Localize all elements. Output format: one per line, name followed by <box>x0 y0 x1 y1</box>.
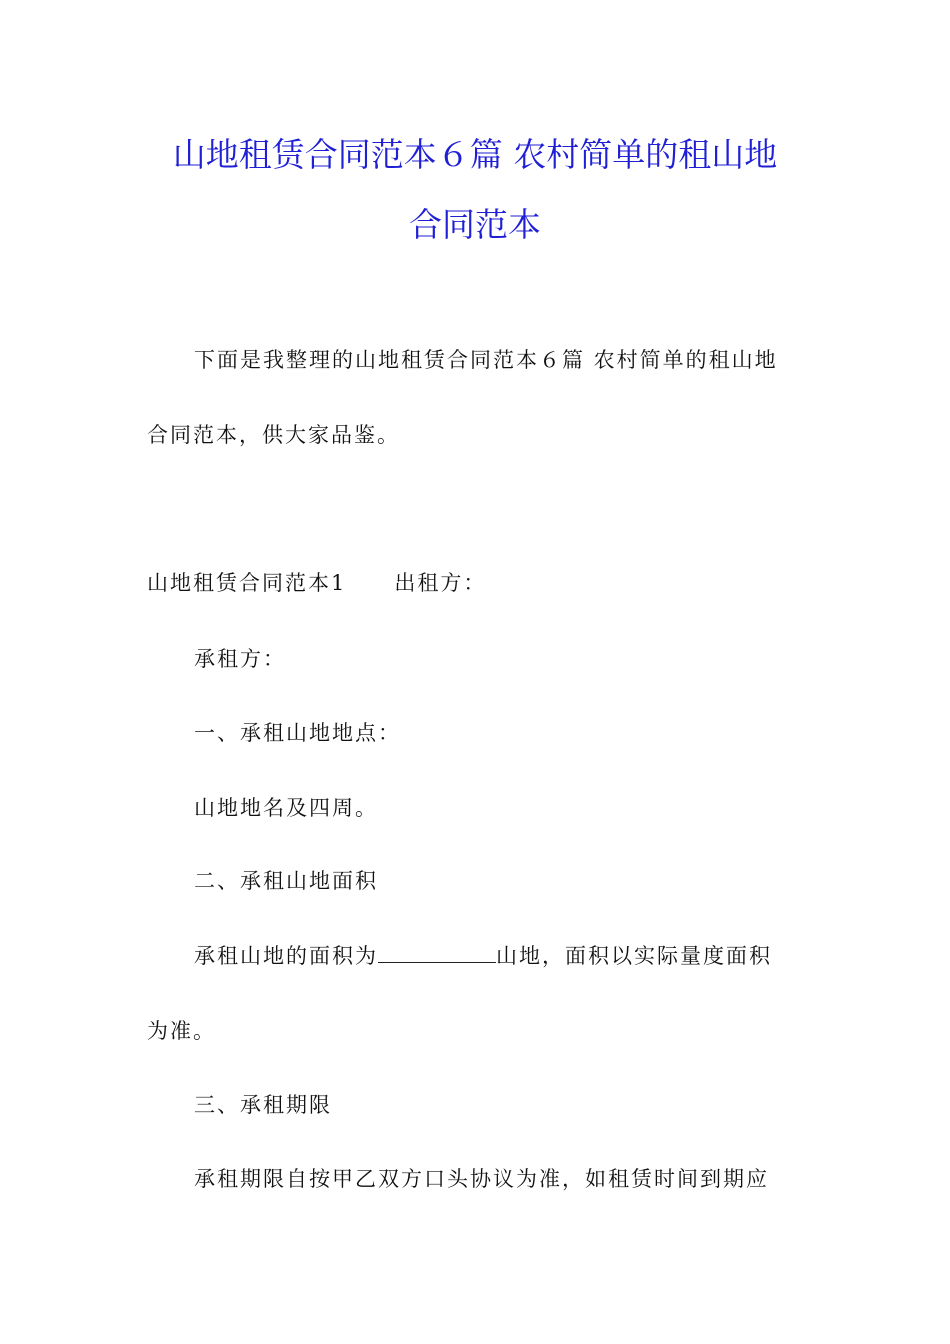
item-2-body-line-2: 为准。 <box>147 1019 216 1043</box>
lessor-label: 出租方： <box>394 571 487 595</box>
document-title-line-2: 合同范本 <box>409 205 541 244</box>
area-blank-field <box>378 942 496 963</box>
item-3-body: 承租期限自按甲乙双方口头协议为准，如租赁时间到期应 <box>194 1167 769 1191</box>
intro-paragraph-line-1: 下面是我整理的山地租赁合同范本６篇 农村简单的租山地 <box>194 348 778 372</box>
lessee-label: 承租方： <box>194 647 286 671</box>
item-3-title: 三、承租期限 <box>194 1093 332 1117</box>
item-2-body-after: 山地，面积以实际量度面积 <box>496 944 772 968</box>
item-2-title: 二、承租山地面积 <box>194 869 378 893</box>
item-1-title: 一、承租山地地点： <box>194 721 401 745</box>
document-title-line-1: 山地租赁合同范本６篇 农村简单的租山地 <box>172 135 778 174</box>
item-1-body: 山地地名及四周。 <box>194 796 378 820</box>
section-heading-row <box>147 568 486 598</box>
item-2-body-line-1 <box>194 941 772 971</box>
intro-paragraph-line-2: 合同范本，供大家品鉴。 <box>147 423 400 447</box>
section-heading: 山地租赁合同范本1 <box>147 571 347 595</box>
item-2-body-before: 承租山地的面积为 <box>194 944 378 968</box>
